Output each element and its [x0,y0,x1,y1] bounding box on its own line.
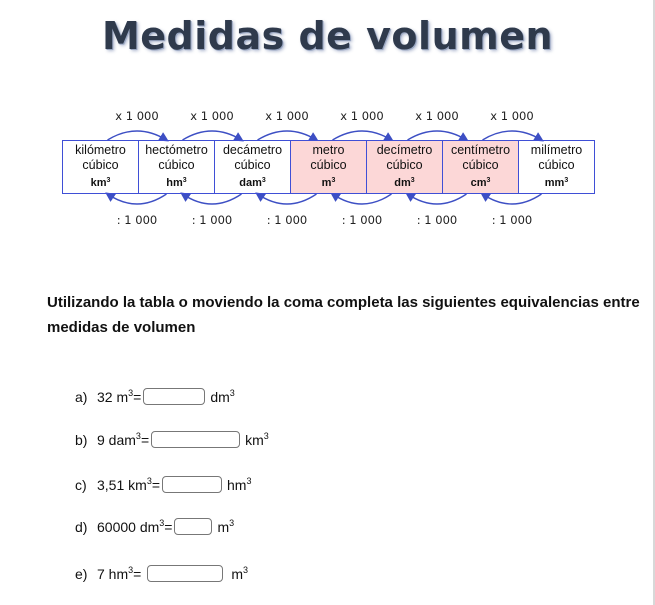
unit-name: decímetro [376,143,433,157]
multiply-label: x 1 000 [115,109,159,123]
multiply-label: x 1 000 [490,109,534,123]
divide-label: : 1 000 [191,213,233,227]
unit-name: decámetro [222,143,283,157]
divide-label: : 1 000 [116,213,158,227]
divide-arrow [408,194,467,204]
multiply-arrow [258,131,317,140]
unit-symbol: $km^3$ [90,177,111,189]
unit-name: centímetro [450,143,511,157]
exercise-quantity: 32 $m^3$ [97,388,134,405]
divide-arrow [108,194,167,204]
exercise-letter: b) [75,431,88,448]
exercise-letter: c) [75,476,87,493]
exercise-letter: e) [75,565,88,582]
multiply-arrow [483,131,542,140]
exercise-c [75,476,251,493]
divide-arrow [333,194,392,204]
equals-sign: = [151,476,161,493]
unit-name: hectómetro [145,143,208,157]
exercise-e [75,565,248,582]
divide-label: : 1 000 [341,213,383,227]
answer-input-c[interactable] [162,476,222,493]
exercise-a [75,388,235,405]
multiply-label: x 1 000 [265,109,309,123]
equals-sign: = [133,565,142,582]
exercise-quantity: 9 dam$^3$ [97,431,141,448]
unit-cell-m [291,141,367,194]
unit-table [62,140,595,194]
unit-cell-dam [215,141,291,194]
unit-symbol: $dm^3$ [394,177,415,189]
unit-symbol: $hm^3$ [166,177,187,189]
unit-word: cúbico [310,158,347,172]
unit-word: cúbico [158,158,195,172]
equals-sign: = [164,518,173,535]
answer-input-d[interactable] [174,518,212,535]
unit-word: cúbico [386,158,423,172]
exercise-letter: a) [75,388,88,405]
divide-arrow [183,194,242,204]
unit-word: cúbico [234,158,271,172]
exercise-b [75,431,269,448]
exercise-d [75,518,234,535]
answer-input-b[interactable] [151,431,240,448]
multiply-label: x 1 000 [415,109,459,123]
unit-word: cúbico [538,158,575,172]
equals-sign: = [140,431,150,448]
unit-name: kilómetro [75,143,126,157]
exercise-quantity: 60000 $dm^3$ [97,518,165,535]
multiply-arrow [183,131,242,140]
target-unit: $m^3$ [231,565,249,582]
divide-arrow [483,194,542,204]
target-unit: $dm^3$ [210,388,235,405]
equals-sign: = [133,388,142,405]
unit-word: cúbico [82,158,119,172]
divide-label: : 1 000 [491,213,533,227]
unit-symbol: $m^3$ [321,177,336,189]
target-unit: $hm^3$ [227,476,252,493]
divide-label: : 1 000 [416,213,458,227]
exercise-quantity: 3,51 $km^3$ [97,476,152,493]
unit-cell-dm [367,141,443,194]
multiply-arrow [333,131,392,140]
exercise-quantity: 7 $hm^3$ [97,565,134,582]
unit-cell-hm [139,141,215,194]
answer-input-a[interactable] [143,388,205,405]
unit-cell-km [63,141,139,194]
unit-cell-cm [443,141,519,194]
answer-input-e[interactable] [147,565,223,582]
divide-labels [62,213,592,231]
exercise-letter: d) [75,518,88,535]
unit-symbol: $cm^3$ [470,177,491,189]
unit-symbol: dam$^3$ [239,177,266,189]
unit-name: metro [312,143,345,157]
target-unit: $m^3$ [217,518,235,535]
unit-name: milímetro [530,143,583,157]
target-unit: $km^3$ [245,431,269,448]
unit-symbol: $mm^3$ [544,177,569,189]
page-title: Medidas de volumen [101,14,554,58]
multiply-arrow [108,131,167,140]
unit-cell-mm [519,141,595,194]
divide-arrow [258,194,317,204]
multiply-label: x 1 000 [190,109,234,123]
multiply-arrow [408,131,467,140]
divide-label: : 1 000 [266,213,308,227]
instructions-text: Utilizando la tabla o moviendo la coma completa las siguientes equivalencias entre medidas de volumen [47,294,640,336]
unit-word: cúbico [462,158,499,172]
multiply-label: x 1 000 [340,109,384,123]
